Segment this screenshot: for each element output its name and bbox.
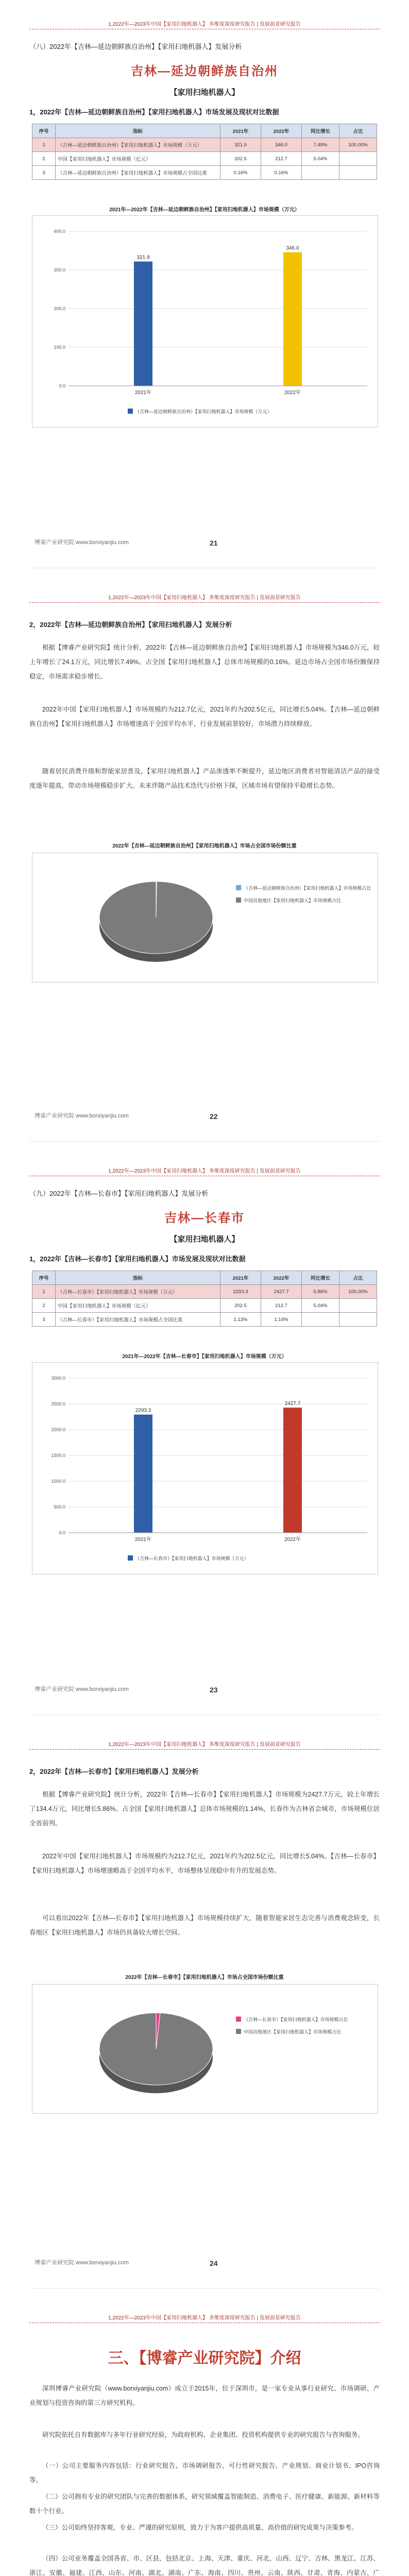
pie-chart: [32, 1984, 378, 2114]
bar-chart: [32, 1362, 378, 1574]
table-cell: 2427.7: [261, 1285, 302, 1299]
table-cell: [339, 166, 377, 180]
region-title: 吉林—长春市: [164, 1211, 245, 1225]
pie-title: 2022年【吉林—延边朝鲜族自治州】【家用扫地机器人】市场占全国市场份额比重: [112, 843, 297, 849]
section-title: 1，2022年【吉林—延边朝鲜族自治州】【家用扫地机器人】市场发展及现状对比数据: [29, 108, 279, 116]
table-cell: [302, 166, 339, 180]
page-header: 1,2022年—2023年中国【家用扫地机器人】 多维度深度研究报告 | 发展前景研究报告: [29, 2313, 380, 2323]
section-title: 2，2022年【吉林—长春市】【家用扫地机器人】发展分析: [29, 1768, 199, 1775]
table-header: 同比增长: [302, 124, 339, 138]
pie-slice: [99, 882, 213, 954]
y-tick-label: 2500.0: [51, 1401, 65, 1406]
footer-brand: 博睿产业研究院 www.borxiyanjiu.com: [35, 539, 129, 546]
footer-brand: 博睿产业研究院 www.borxiyanjiu.com: [35, 1113, 129, 1119]
page-number: 24: [210, 2259, 218, 2267]
bar: [283, 252, 302, 386]
bar-value-label: 2293.3: [135, 1408, 151, 1414]
table-cell: 2: [32, 1299, 56, 1313]
section-title: 2，2022年【吉林—延边朝鲜族自治州】【家用扫地机器人】发展分析: [29, 621, 232, 629]
legend-label: （吉林—延边朝鲜族自治州）【家用扫地机器人】市场规模占比: [244, 886, 371, 891]
pie-chart-svg: [32, 1985, 378, 2113]
paragraph: （三）公司始终坚持客观、专业、严谨的研究原则，致力于为客户提供高质量、高价值的研究成果与决策参考。: [42, 2524, 358, 2531]
chart-title: 2021年—2022年【吉林—延边朝鲜族自治州】【家用扫地机器人】市场规模（万元）: [109, 207, 300, 213]
page-number: 21: [210, 539, 218, 547]
y-tick-label: 1000.0: [51, 1479, 65, 1484]
paragraph: （四）公司业务覆盖全国各省、市、区县，包括北京、上海、天津、重庆、河北、山西、辽宁、吉林、黑龙江、江苏、浙江、安徽、福建、江西、山东、河南、湖北、湖南、广东、海南、四川、贵州、云南、陕西、甘肃、青海、内蒙古、广: [29, 2555, 380, 2576]
legend-label: （吉林—长春市）【家用扫地机器人】市场规模（万元）: [135, 1556, 249, 1561]
y-tick-label: 3000.0: [51, 1376, 65, 1381]
table-cell: 1: [32, 1285, 56, 1299]
data-table: [32, 1270, 377, 1327]
chapter-title: （九）2022年【吉林—长春市】【家用扫地机器人】发展分析: [29, 1190, 209, 1197]
paragraph: 根据【博睿产业研究院】统计分析，2022年【吉林—长春市】【家用扫地机器人】市场规模为2427.7万元，较上年增长了134.4万元，同比增长5.86%。占全国【家用扫地机器人】总体市场规模的1.14%，长春作为吉林省会城市，市场规模位居全省前列。: [29, 1791, 380, 1827]
legend-label: 中国其他地区【家用扫地机器人】市场规模占比: [244, 898, 342, 903]
y-tick-label: 300.0: [54, 267, 65, 273]
footer-brand: 博睿产业研究院 www.borxiyanjiu.com: [35, 2260, 129, 2266]
table-cell: 2: [32, 152, 56, 166]
table-cell: 202.5: [220, 1299, 261, 1313]
table-header: 2022年: [261, 1271, 302, 1285]
table-header: 序号: [32, 1271, 56, 1285]
table-cell: （吉林—延边朝鲜族自治州）【家用扫地机器人】市场规模（万元）: [56, 138, 220, 152]
report-page-22: [29, 584, 380, 1142]
paragraph: 深圳博睿产业研究院（www.borxiyanjiu.com）成立于2015年，位于深圳市，是一家专业从事行业研究、市场调研、产业规划与投资咨询的第三方研究机构。: [29, 2385, 380, 2406]
paragraph: 根据【博睿产业研究院】统计分析，2022年【吉林—延边朝鲜族自治州】【家用扫地机器人】市场规模为346.0万元，较上年增长了24.1万元，同比增长7.49%。占全国【家用扫地机器人】总体市场规模的0.16%。延边市场占全国市场份额保持稳定，市场需求稳步增长。: [29, 644, 380, 680]
table-cell: 0.16%: [261, 166, 302, 180]
table-header: 2021年: [220, 1271, 261, 1285]
pie-chart: [32, 853, 378, 982]
table-row: [32, 1313, 377, 1327]
pie-slice: [99, 2013, 213, 2085]
bar-value-label: 346.0: [286, 245, 299, 251]
paragraph: （一）公司主要服务内容包括：行业研究报告、市场调研报告、可行性研究报告、产业规划、商业计划书、IPO咨询等。: [29, 2462, 380, 2484]
table-cell: 1.13%: [220, 1313, 261, 1327]
y-tick-label: 100.0: [54, 345, 65, 350]
data-table: [32, 124, 377, 180]
table-cell: 5.04%: [302, 1299, 339, 1313]
paragraph: 2022年中国【家用扫地机器人】市场规模约为212.7亿元，2021年约为202.5亿元，同比增长5.04%。【吉林—长春市】【家用扫地机器人】市场增速略高于全国平均水平，市场整体呈现稳中有升的发展态势。: [29, 1853, 380, 1874]
table-header: 2021年: [220, 124, 261, 138]
table-header: 同比增长: [302, 1271, 339, 1285]
page-header: 1,2022年—2023年中国【家用扫地机器人】 多维度深度研究报告 | 发展前景研究报告: [29, 1740, 380, 1750]
table-cell: （吉林—长春市）【家用扫地机器人】市场规模占全国比重: [56, 1313, 220, 1327]
table-cell: 3: [32, 166, 56, 180]
chapter-title: （八）2022年【吉林—延边朝鲜族自治州】【家用扫地机器人】发展分析: [29, 43, 242, 50]
paragraph: （二）公司拥有专业的研究团队与完善的数据体系，研究领域覆盖智能制造、消费电子、医疗健康、新能源、新材料等数十个行业。: [29, 2493, 380, 2515]
page-header: 1,2022年—2023年中国【家用扫地机器人】 多维度深度研究报告 | 发展前景研究报告: [29, 1166, 380, 1176]
region-title: 吉林—延边朝鲜族自治州: [131, 64, 278, 78]
table-cell: [339, 1299, 377, 1313]
y-tick-label: 500.0: [54, 1504, 65, 1510]
table-header: 2022年: [261, 124, 302, 138]
paragraph: 研究院依托自有数据库与多年行业研究经验，为政府机构、企业集团、投资机构提供专业的研究报告与咨询服务。: [42, 2431, 365, 2438]
legend-label: （吉林—长春市）【家用扫地机器人】市场规模占比: [244, 2017, 348, 2022]
table-cell: 7.49%: [302, 138, 339, 152]
table-cell: 中国【家用扫地机器人】市场规模（亿元）: [56, 152, 220, 166]
table-cell: 5.04%: [302, 152, 339, 166]
table-cell: [302, 1313, 339, 1327]
report-page-24: [29, 1731, 380, 2289]
legend-label: （吉林—延边朝鲜族自治州）【家用扫地机器人】市场规模（万元）: [135, 409, 272, 414]
legend-label: 中国其他地区【家用扫地机器人】市场规模占比: [244, 2029, 342, 2035]
y-tick-label: 0.0: [59, 383, 65, 388]
x-tick-label: 2021年: [134, 1537, 152, 1543]
y-tick-label: 400.0: [54, 229, 65, 234]
table-cell: [339, 1313, 377, 1327]
table-cell: （吉林—延边朝鲜族自治州）【家用扫地机器人】市场规模占全国比重: [56, 166, 220, 180]
table-row: [32, 1285, 377, 1299]
product-title: 【家用扫地机器人】: [169, 1235, 240, 1244]
paragraph: 2022年中国【家用扫地机器人】市场规模约为212.7亿元，2021年约为202.5亿元，同比增长5.04%。【吉林—延边朝鲜族自治州】【家用扫地机器人】市场增速高于全国平均水平，行业发展前景较好，市场潜力持续释放。: [29, 706, 380, 727]
legend-swatch: [236, 2029, 241, 2034]
legend-swatch: [236, 885, 241, 890]
table-header: 序号: [32, 124, 56, 138]
table-cell: 1: [32, 138, 56, 152]
table-cell: 0.16%: [220, 166, 261, 180]
page-header: 1,2022年—2023年中国【家用扫地机器人】 多维度深度研究报告 | 发展前景研究报告: [29, 20, 380, 29]
page-number: 23: [210, 1686, 218, 1694]
table-header: 指标: [56, 1271, 220, 1285]
table-row: [32, 1299, 377, 1313]
paragraph: 随着居民消费升级和智能家居普及，【家用扫地机器人】产品渗透率不断提升，延边地区消费者对智能清洁产品的接受度逐年提高，带动市场规模稳步扩大。未来伴随产品技术迭代与价格下探，区域市场有望保持平稳增长态势。: [29, 768, 380, 789]
y-tick-label: 2000.0: [51, 1427, 65, 1432]
table-header: 占比: [339, 124, 377, 138]
bar-chart-svg: [32, 1363, 378, 1574]
bar-chart: [32, 215, 378, 428]
footer-brand: 博睿产业研究院 www.borxiyanjiu.com: [35, 1686, 129, 1692]
y-tick-label: 0.0: [59, 1530, 65, 1535]
table-cell: 321.9: [220, 138, 261, 152]
table-cell: [339, 152, 377, 166]
table-cell: 212.7: [261, 152, 302, 166]
y-tick-label: 200.0: [54, 306, 65, 311]
report-page-21: [29, 10, 380, 568]
bar: [134, 262, 152, 386]
report-page-23: [29, 1157, 380, 1715]
page-number: 22: [210, 1112, 218, 1121]
paragraph: 可以看出2022年【吉林—长春市】【家用扫地机器人】市场规模持续扩大，随着智能家居生态完善与消费观念转变，长春地区【家用扫地机器人】市场仍具备较大增长空间。: [29, 1914, 380, 1936]
table-header: 占比: [339, 1271, 377, 1285]
table-cell: 202.5: [220, 152, 261, 166]
product-title: 【家用扫地机器人】: [169, 88, 240, 97]
table-cell: 2293.3: [220, 1285, 261, 1299]
table-cell: 212.7: [261, 1299, 302, 1313]
report-page-25: [29, 2304, 380, 2576]
table-cell: 1.14%: [261, 1313, 302, 1327]
table-row: [32, 166, 377, 180]
y-tick-label: 1500.0: [51, 1453, 65, 1458]
section-big-title: 三、【博睿产业研究院】介绍: [108, 2350, 301, 2367]
x-tick-label: 2022年: [284, 390, 301, 396]
chart-title: 2021年—2022年【吉林—长春市】【家用扫地机器人】市场规模（万元）: [122, 1354, 287, 1360]
legend-swatch: [128, 1555, 133, 1561]
x-tick-label: 2021年: [134, 390, 152, 396]
x-tick-label: 2022年: [284, 1537, 301, 1543]
pie-chart-svg: [32, 853, 378, 982]
table-cell: 346.0: [261, 138, 302, 152]
table-cell: （吉林—长春市）【家用扫地机器人】市场规模（万元）: [56, 1285, 220, 1299]
table-cell: 100.00%: [339, 1285, 377, 1299]
bar-chart-svg: [32, 216, 378, 427]
pie-title: 2022年【吉林—长春市】【家用扫地机器人】市场占全国市场份额比重: [125, 1975, 284, 1980]
bar: [283, 1408, 302, 1533]
table-cell: 中国【家用扫地机器人】市场规模（亿元）: [56, 1299, 220, 1313]
bar-value-label: 321.9: [137, 255, 150, 261]
legend-swatch: [236, 897, 241, 903]
page-header: 1,2022年—2023年中国【家用扫地机器人】 多维度深度研究报告 | 发展前景研究报告: [29, 593, 380, 603]
table-cell: 5.86%: [302, 1285, 339, 1299]
table-cell: 100.00%: [339, 138, 377, 152]
bar-value-label: 2427.7: [284, 1401, 301, 1407]
table-row: [32, 152, 377, 166]
legend-swatch: [128, 409, 133, 414]
table-header: 指标: [56, 124, 220, 138]
table-row: [32, 138, 377, 152]
legend-swatch: [236, 2016, 241, 2022]
section-title: 1，2022年【吉林—长春市】【家用扫地机器人】市场发展及现状对比数据: [29, 1255, 246, 1263]
bar: [134, 1415, 152, 1533]
table-cell: 3: [32, 1313, 56, 1327]
